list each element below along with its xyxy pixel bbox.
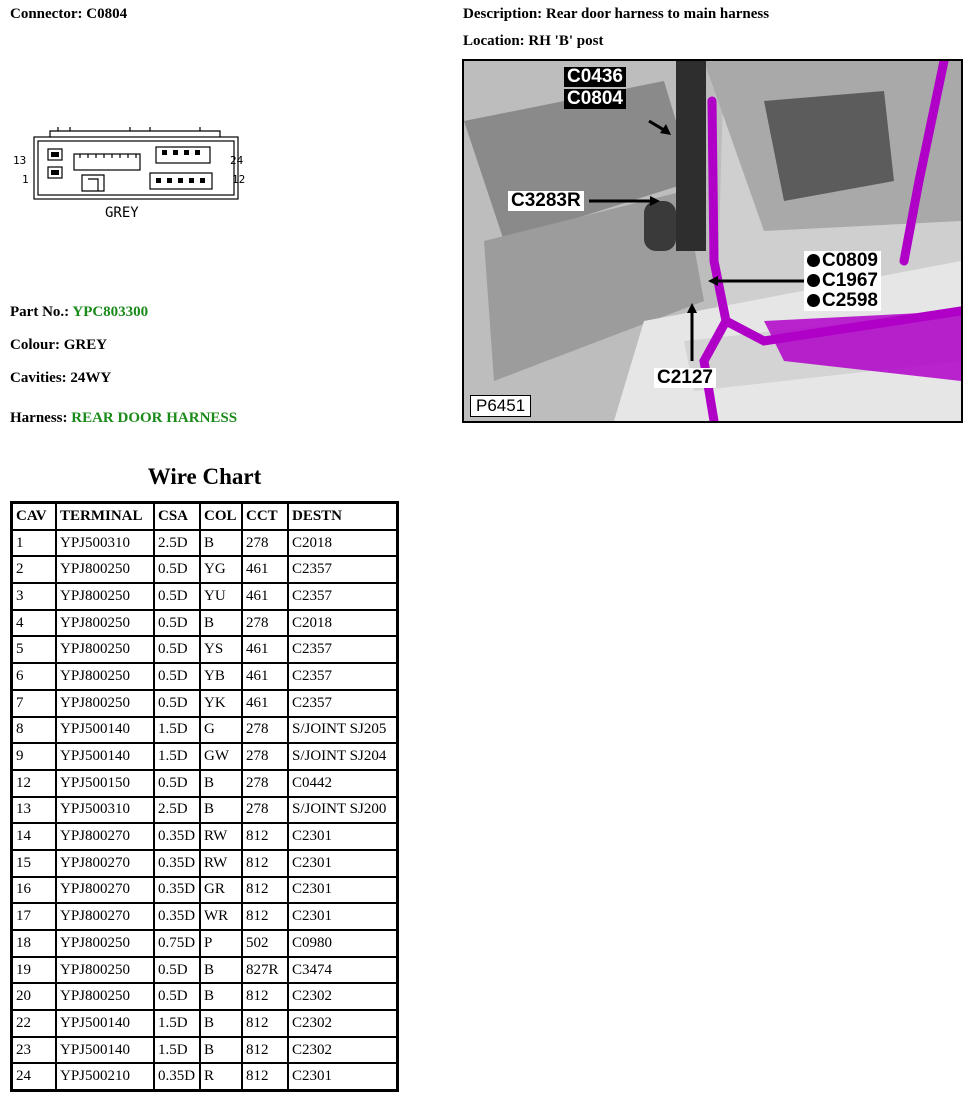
cell-destn: C2357 [288, 583, 397, 610]
bullet-icon [807, 274, 820, 287]
cell-cav: 23 [12, 1037, 56, 1064]
cell-cav: 1 [12, 530, 56, 557]
cavities-value: 24WY [70, 370, 112, 386]
part-number-label: Part No.: [10, 304, 70, 320]
cell-destn: C2357 [288, 636, 397, 663]
table-header-row [12, 503, 397, 530]
description-value: Rear door harness to main harness [545, 6, 770, 22]
cell-destn: C2302 [288, 1037, 397, 1064]
table-row [12, 1037, 397, 1064]
header-cav: CAV [12, 503, 56, 530]
description-label: Description: [463, 6, 543, 22]
cell-csa: 1.5D [154, 1010, 200, 1037]
cell-col: WR [200, 903, 242, 930]
table-row [12, 983, 397, 1010]
cell-col: B [200, 957, 242, 984]
cell-destn: C3474 [288, 957, 397, 984]
cell-cav: 24 [12, 1063, 56, 1090]
cell-cct: 812 [242, 1037, 288, 1064]
table-row [12, 1010, 397, 1037]
cell-csa: 0.5D [154, 983, 200, 1010]
cell-terminal: YPJ800250 [56, 983, 154, 1010]
cell-cct: 827R [242, 957, 288, 984]
cell-csa: 0.75D [154, 930, 200, 957]
pin-13-label: 13 [13, 154, 27, 167]
cell-cav: 14 [12, 823, 56, 850]
colour-label: Colour: [10, 337, 60, 353]
cell-csa: 1.5D [154, 1037, 200, 1064]
connector-line [10, 6, 127, 23]
table-row [12, 690, 397, 717]
cell-csa: 0.35D [154, 823, 200, 850]
location-label: Location: [463, 33, 525, 49]
part-number-line [10, 304, 148, 321]
cell-cct: 812 [242, 823, 288, 850]
cell-col: YU [200, 583, 242, 610]
callout-c2598: C2598 [804, 291, 881, 311]
cell-destn: C2301 [288, 850, 397, 877]
cell-col: YS [200, 636, 242, 663]
cell-csa: 0.35D [154, 1063, 200, 1090]
cell-destn: C2301 [288, 903, 397, 930]
cell-col: B [200, 530, 242, 557]
wire-chart-table [10, 501, 399, 1092]
bullet-icon [807, 254, 820, 267]
cell-destn: S/JOINT SJ205 [288, 717, 397, 744]
header-csa: CSA [154, 503, 200, 530]
cell-col: GW [200, 743, 242, 770]
cell-destn: C2301 [288, 1063, 397, 1090]
cell-cav: 7 [12, 690, 56, 717]
cell-cav: 5 [12, 636, 56, 663]
cell-col: RW [200, 850, 242, 877]
cell-terminal: YPJ800250 [56, 690, 154, 717]
cell-cct: 812 [242, 903, 288, 930]
cell-cct: 812 [242, 850, 288, 877]
callout-c0809: C0809 [804, 251, 881, 271]
cell-csa: 0.5D [154, 663, 200, 690]
cell-terminal: YPJ800250 [56, 636, 154, 663]
pin-1-label: 1 [22, 173, 29, 186]
cell-col: B [200, 797, 242, 824]
callout-c0804: C0804 [564, 89, 626, 109]
table-row [12, 610, 397, 637]
table-row [12, 797, 397, 824]
cell-destn: C0442 [288, 770, 397, 797]
cell-cav: 15 [12, 850, 56, 877]
cell-col: G [200, 717, 242, 744]
cell-cav: 2 [12, 556, 56, 583]
cell-csa: 2.5D [154, 530, 200, 557]
cell-terminal: YPJ800250 [56, 957, 154, 984]
cell-cct: 278 [242, 797, 288, 824]
connector-face-diagram [10, 125, 250, 225]
table-row [12, 850, 397, 877]
table-row [12, 530, 397, 557]
header-col: COL [200, 503, 242, 530]
callout-c2127: C2127 [654, 368, 716, 388]
cell-destn: C2302 [288, 1010, 397, 1037]
cell-destn: S/JOINT SJ200 [288, 797, 397, 824]
table-row [12, 583, 397, 610]
cell-col: YK [200, 690, 242, 717]
pin-12-label: 12 [232, 173, 246, 186]
cell-csa: 0.35D [154, 877, 200, 904]
cell-terminal: YPJ500140 [56, 1037, 154, 1064]
cell-csa: 0.5D [154, 690, 200, 717]
cell-terminal: YPJ800250 [56, 556, 154, 583]
cell-col: P [200, 930, 242, 957]
cell-cav: 12 [12, 770, 56, 797]
cell-terminal: YPJ800250 [56, 583, 154, 610]
description-line [463, 6, 769, 23]
cell-cct: 812 [242, 983, 288, 1010]
harness-label: Harness: [10, 410, 68, 426]
table-row [12, 930, 397, 957]
cell-terminal: YPJ800250 [56, 610, 154, 637]
cell-csa: 0.35D [154, 903, 200, 930]
wire-chart-body [12, 530, 397, 1090]
header-terminal: TERMINAL [56, 503, 154, 530]
cell-terminal: YPJ800270 [56, 823, 154, 850]
cell-terminal: YPJ500140 [56, 743, 154, 770]
cell-cct: 278 [242, 743, 288, 770]
cell-destn: C2357 [288, 556, 397, 583]
table-row [12, 770, 397, 797]
cell-terminal: YPJ800270 [56, 877, 154, 904]
cell-col: YG [200, 556, 242, 583]
cell-csa: 0.5D [154, 957, 200, 984]
table-row [12, 903, 397, 930]
cell-cct: 812 [242, 1063, 288, 1090]
location-line [463, 33, 603, 50]
connector-label: Connector: [10, 6, 83, 22]
cell-cct: 812 [242, 1010, 288, 1037]
cell-cav: 22 [12, 1010, 56, 1037]
table-row [12, 556, 397, 583]
cell-cav: 20 [12, 983, 56, 1010]
cell-destn: C2357 [288, 690, 397, 717]
cell-cct: 278 [242, 610, 288, 637]
cell-col: B [200, 983, 242, 1010]
callout-c3283r: C3283R [508, 191, 584, 211]
cell-col: GR [200, 877, 242, 904]
cell-destn: C0980 [288, 930, 397, 957]
callout-c1967: C1967 [804, 271, 881, 291]
cell-csa: 0.5D [154, 770, 200, 797]
cell-terminal: YPJ800270 [56, 903, 154, 930]
cell-csa: 1.5D [154, 743, 200, 770]
table-row [12, 957, 397, 984]
cell-cav: 3 [12, 583, 56, 610]
cell-terminal: YPJ800250 [56, 930, 154, 957]
cell-cct: 812 [242, 877, 288, 904]
table-row [12, 636, 397, 663]
table-row [12, 877, 397, 904]
table-row [12, 1063, 397, 1090]
cell-cav: 18 [12, 930, 56, 957]
cell-destn: S/JOINT SJ204 [288, 743, 397, 770]
cell-terminal: YPJ800250 [56, 663, 154, 690]
table-row [12, 743, 397, 770]
callout-c0436: C0436 [564, 67, 626, 87]
cell-terminal: YPJ500150 [56, 770, 154, 797]
cell-cav: 13 [12, 797, 56, 824]
cell-csa: 0.5D [154, 636, 200, 663]
cell-cct: 461 [242, 583, 288, 610]
cell-col: RW [200, 823, 242, 850]
wire-chart-title: Wire Chart [147, 464, 262, 489]
cell-col: B [200, 610, 242, 637]
colour-value: GREY [63, 337, 108, 353]
cell-terminal: YPJ500310 [56, 530, 154, 557]
cell-csa: 0.35D [154, 850, 200, 877]
cell-cav: 8 [12, 717, 56, 744]
cell-col: B [200, 1010, 242, 1037]
cell-terminal: YPJ800270 [56, 850, 154, 877]
bullet-icon [807, 294, 820, 307]
cell-csa: 2.5D [154, 797, 200, 824]
cell-cct: 461 [242, 636, 288, 663]
cell-cav: 6 [12, 663, 56, 690]
cell-col: B [200, 1037, 242, 1064]
location-photo [462, 59, 963, 423]
cell-cav: 16 [12, 877, 56, 904]
cell-destn: C2302 [288, 983, 397, 1010]
cell-terminal: YPJ500310 [56, 797, 154, 824]
cell-col: B [200, 770, 242, 797]
connector-colour-label: GREY [105, 205, 139, 221]
cell-terminal: YPJ500210 [56, 1063, 154, 1090]
table-row [12, 823, 397, 850]
cell-destn: C2301 [288, 823, 397, 850]
cell-destn: C2018 [288, 530, 397, 557]
cell-terminal: YPJ500140 [56, 1010, 154, 1037]
location-value: RH 'B' post [528, 33, 604, 49]
cell-cav: 17 [12, 903, 56, 930]
cell-destn: C2301 [288, 877, 397, 904]
header-destn: DESTN [288, 503, 397, 530]
colour-line [10, 337, 107, 354]
cell-csa: 0.5D [154, 556, 200, 583]
cell-cct: 278 [242, 530, 288, 557]
cell-csa: 0.5D [154, 583, 200, 610]
cell-cav: 4 [12, 610, 56, 637]
cell-terminal: YPJ500140 [56, 717, 154, 744]
cell-cav: 19 [12, 957, 56, 984]
cell-csa: 1.5D [154, 717, 200, 744]
cell-destn: C2018 [288, 610, 397, 637]
cell-cct: 278 [242, 770, 288, 797]
part-number-link[interactable]: YPC803300 [72, 304, 149, 320]
cell-cct: 278 [242, 717, 288, 744]
table-row [12, 717, 397, 744]
photo-id-label: P6451 [470, 395, 531, 417]
cell-cct: 461 [242, 690, 288, 717]
cell-destn: C2357 [288, 663, 397, 690]
harness-line [10, 410, 237, 427]
cell-cct: 502 [242, 930, 288, 957]
cell-csa: 0.5D [154, 610, 200, 637]
cell-cav: 9 [12, 743, 56, 770]
cell-col: YB [200, 663, 242, 690]
cavities-label: Cavities: [10, 370, 67, 386]
harness-link[interactable]: REAR DOOR HARNESS [71, 410, 238, 426]
header-cct: CCT [242, 503, 288, 530]
cell-cct: 461 [242, 556, 288, 583]
cell-cct: 461 [242, 663, 288, 690]
cell-col: R [200, 1063, 242, 1090]
cavities-line [10, 370, 111, 387]
table-row [12, 663, 397, 690]
pin-24-label: 24 [230, 154, 244, 167]
connector-value: C0804 [86, 6, 128, 22]
